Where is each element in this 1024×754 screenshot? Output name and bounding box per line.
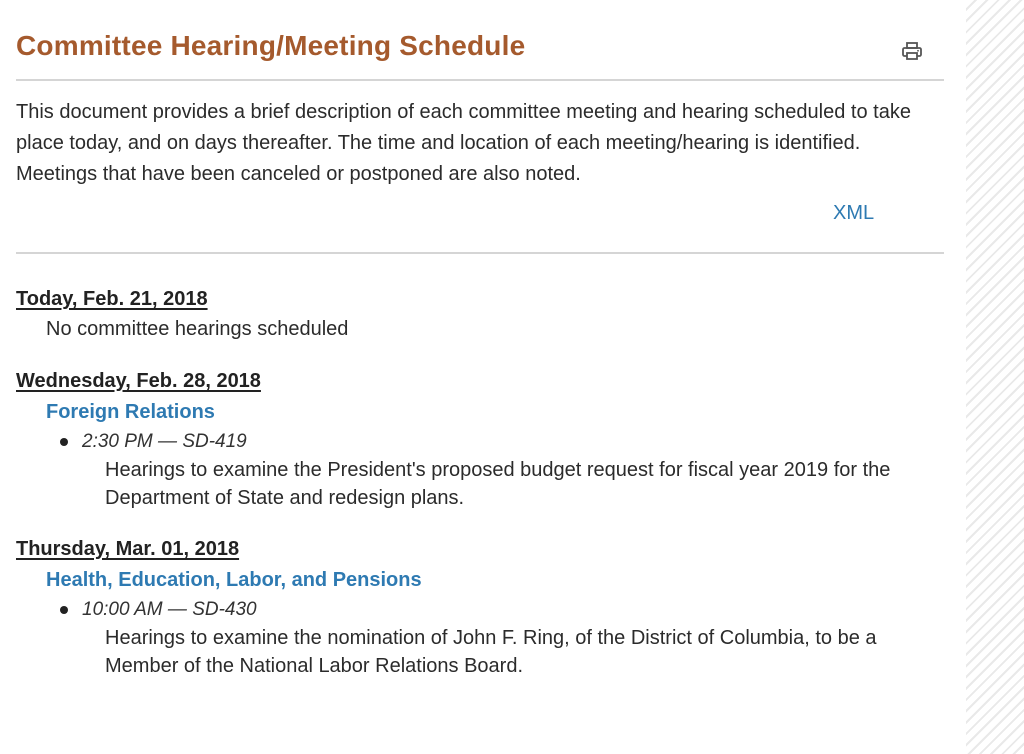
meeting-time: 2:30 PM bbox=[82, 431, 153, 452]
page-title: Committee Hearing/Meeting Schedule bbox=[16, 30, 526, 61]
decorative-stripe-panel bbox=[966, 0, 1024, 754]
day-section bbox=[16, 284, 944, 344]
xml-row bbox=[16, 202, 944, 254]
day-section bbox=[16, 534, 944, 680]
meeting-separator: — bbox=[158, 431, 178, 452]
meeting-room: SD-430 bbox=[192, 599, 257, 620]
xml-link[interactable]: XML bbox=[833, 202, 875, 224]
no-hearings-text: No committee hearings scheduled bbox=[46, 318, 349, 340]
committee-link-foreign-relations[interactable]: Foreign Relations bbox=[46, 401, 215, 423]
meeting-time-location bbox=[82, 428, 944, 456]
title-row bbox=[16, 0, 944, 81]
day-heading: Thursday, Mar. 01, 2018 bbox=[16, 538, 240, 560]
intro-text: This document provides a brief description of each committee meeting and hearing scheduled to take place today, and on days thereafter. The time and location of each meeting/hearing is identified. Meetings that have been canceled or postponed are also noted. bbox=[16, 101, 911, 185]
meeting-item bbox=[82, 596, 944, 680]
meeting-time-location bbox=[82, 596, 944, 624]
meeting-item bbox=[82, 428, 944, 512]
meeting-room: SD-419 bbox=[182, 431, 247, 452]
meeting-time: 10:00 AM bbox=[82, 599, 163, 620]
meeting-separator: — bbox=[167, 599, 187, 620]
day-heading: Today, Feb. 21, 2018 bbox=[16, 288, 208, 310]
committee-link-help[interactable]: Health, Education, Labor, and Pensions bbox=[46, 569, 422, 591]
bullet-icon bbox=[60, 606, 68, 614]
schedule-days bbox=[16, 284, 944, 680]
day-section bbox=[16, 366, 944, 512]
print-icon[interactable] bbox=[902, 42, 922, 60]
print-icon-glyph bbox=[902, 42, 922, 60]
bullet-icon bbox=[60, 438, 68, 446]
day-heading: Wednesday, Feb. 28, 2018 bbox=[16, 370, 261, 392]
meeting-description: Hearings to examine the President's proposed budget request for fiscal year 2019 for the Department of State and redesign plans. bbox=[105, 459, 891, 509]
meeting-description: Hearings to examine the nomination of John F. Ring, of the District of Columbia, to be a Member of the National Labor Relations Board. bbox=[105, 627, 877, 677]
schedule-content bbox=[16, 0, 944, 754]
